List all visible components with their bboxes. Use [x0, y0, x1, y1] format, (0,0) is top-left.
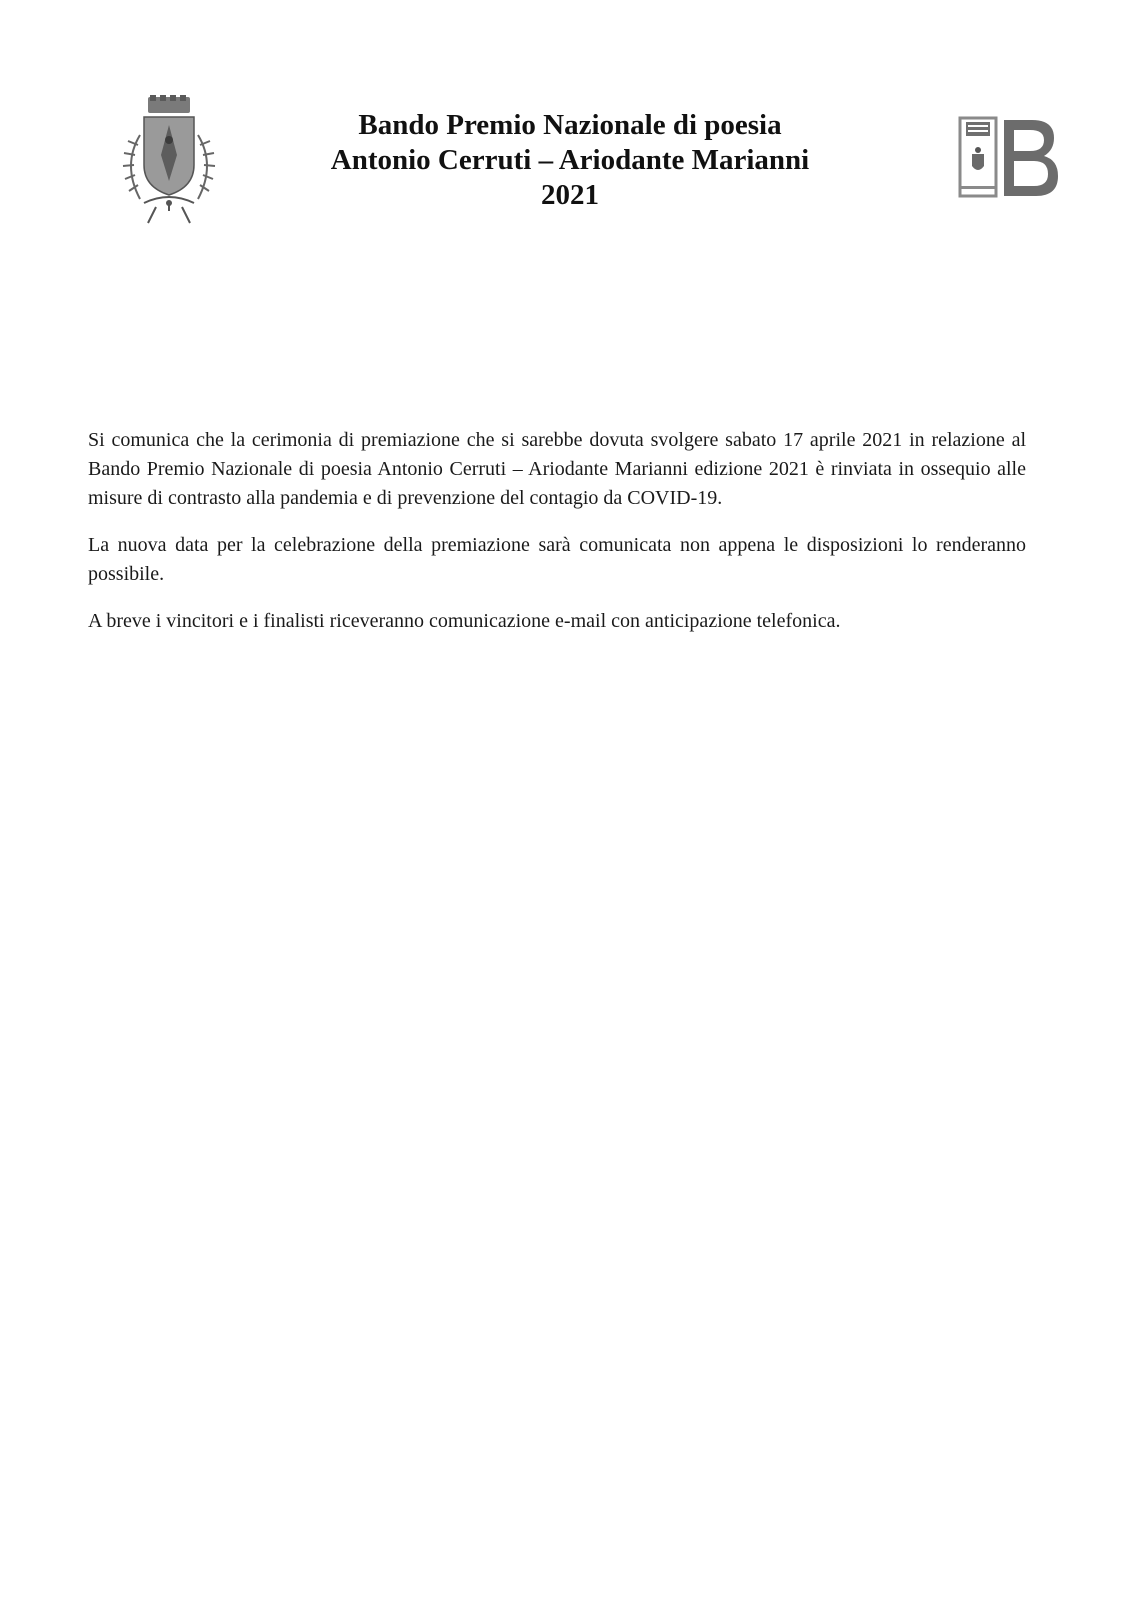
title-line-2: Antonio Cerruti – Ariodante Marianni	[330, 144, 810, 176]
library-b-logo-icon	[958, 112, 1066, 202]
municipal-crest-icon	[110, 95, 228, 235]
paragraph-new-date: La nuova data per la celebrazione della premiazione sarà comunicata non appena le disposizioni lo renderanno possibile.	[88, 534, 1026, 585]
paragraph-winners-notice: A breve i vincitori e i finalisti riceveranno comunicazione e-mail con anticipazione telefonica.	[88, 610, 841, 632]
document-title	[280, 108, 860, 213]
title-line-3: 2021	[541, 179, 599, 211]
paragraph-postponement: Si comunica che la cerimonia di premiazione che si sarebbe dovuta svolgere sabato 17 aprile 2021 in relazione al Bando Premio Nazionale di poesia Antonio Cerruti – Ariodante Marianni edizione 2021 è rinviata in ossequio alle misure di contrasto alla pandemia e di prevenzione del contagio da COVID-19.	[88, 429, 1026, 509]
announcement-body	[88, 426, 1026, 654]
title-line-1: Bando Premio Nazionale di poesia	[358, 109, 782, 141]
